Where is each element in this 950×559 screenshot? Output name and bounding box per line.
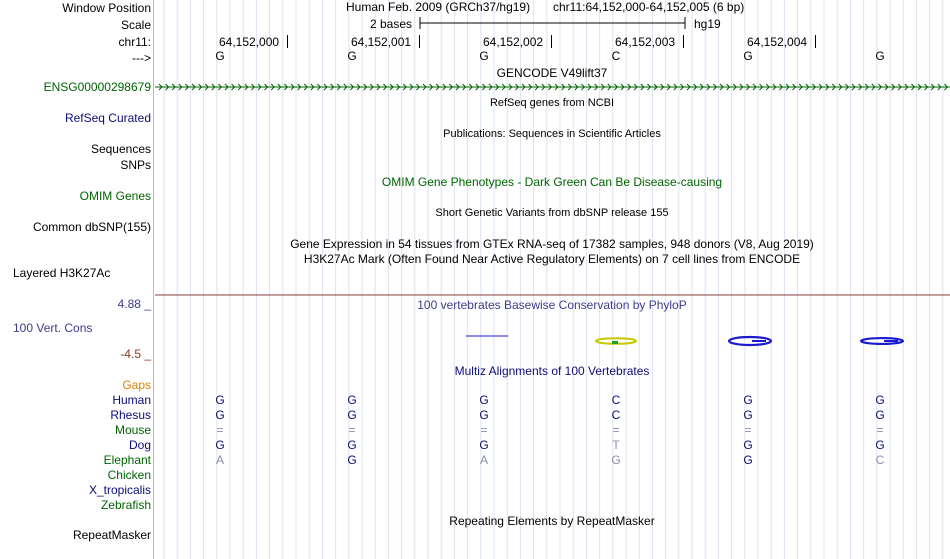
alignment-base: G — [215, 393, 225, 407]
repeatmasker-track-title: Repeating Elements by RepeatMasker — [449, 514, 655, 528]
species-label[interactable]: Dog — [128, 438, 151, 452]
alignment-base: G — [611, 453, 621, 467]
ruler-base: G — [743, 49, 753, 63]
species-label[interactable]: Chicken — [107, 468, 151, 482]
alignment-base: G — [743, 408, 753, 422]
alignment-base: T — [612, 438, 620, 452]
phylop-max-label: 4.88 _ — [117, 297, 151, 311]
species-label[interactable]: Zebrafish — [100, 498, 151, 512]
alignment-base: A — [215, 453, 224, 467]
chrom-label[interactable]: chr11: — [118, 35, 151, 49]
track-data-pane[interactable] — [155, 0, 950, 559]
phylop-letter — [861, 338, 903, 344]
h3k27ac-track-title: H3K27Ac Mark (Often Found Near Active Regulatory Elements) on 7 cell lines from ENCODE — [303, 252, 801, 266]
window-position-label[interactable]: Window Position — [62, 1, 151, 15]
ruler-base: G — [875, 49, 885, 63]
snps-track-label[interactable]: SNPs — [120, 158, 151, 172]
ruler-position-label: 64,152,004 — [747, 35, 808, 49]
omim-track-label[interactable]: OMIM Genes — [79, 189, 151, 203]
scale-label[interactable]: Scale — [120, 18, 151, 32]
ruler-position-label: 64,152,002 — [483, 35, 544, 49]
phylop-track-title: 100 vertebrates Basewise Conservation by PhyloP — [417, 298, 687, 312]
refseq-track-label[interactable]: RefSeq Curated — [64, 111, 151, 125]
alignment-base: G — [479, 408, 489, 422]
alignment-base: = — [216, 423, 224, 437]
scale-db-text: hg19 — [694, 17, 721, 31]
phylop-letter — [729, 337, 771, 345]
ruler-base: G — [479, 49, 489, 63]
publications-track-title: Publications: Sequences in Scientific Articles — [443, 128, 661, 140]
alignment-base: C — [611, 408, 621, 422]
dbsnp-track-title: Short Genetic Variants from dbSNP release 155 — [435, 207, 669, 219]
alignment-base: G — [347, 438, 357, 452]
gencode-track-title: GENCODE V49lift37 — [496, 66, 608, 80]
ruler-position-label: 64,152,001 — [351, 35, 412, 49]
phylop-letter — [596, 338, 636, 344]
alignment-base: G — [875, 408, 885, 422]
gaps-label[interactable]: Gaps — [122, 378, 151, 392]
ruler-base: G — [347, 49, 357, 63]
phylop-min-label: -4.5 _ — [120, 347, 151, 361]
alignment-base: G — [743, 438, 753, 452]
alignment-base: G — [479, 438, 489, 452]
alignment-base: G — [215, 438, 225, 452]
alignment-base: A — [479, 453, 488, 467]
strand-arrow-label[interactable]: ---> — [132, 51, 151, 65]
omim-track-title: OMIM Gene Phenotypes - Dark Green Can Be Disease-causing — [381, 175, 723, 189]
alignment-base: = — [480, 423, 488, 437]
alignment-base: = — [612, 423, 620, 437]
alignment-base: C — [611, 393, 621, 407]
sequences-track-label[interactable]: Sequences — [90, 142, 151, 156]
species-label[interactable]: Human — [112, 393, 151, 407]
species-label[interactable]: Mouse — [114, 423, 151, 437]
track-label-sidebar — [0, 0, 154, 559]
repeatmasker-track-label[interactable]: RepeatMasker — [72, 528, 151, 542]
gencode-item-label[interactable]: ENSG00000298679 — [43, 80, 151, 94]
alignment-base: G — [479, 393, 489, 407]
alignment-base: G — [875, 393, 885, 407]
dbsnp-track-label[interactable]: Common dbSNP(155) — [32, 220, 151, 234]
gtex-track-title: Gene Expression in 54 tissues from GTEx RNA-seq of 17382 samples, 948 donors (V8, Aug 2019) — [290, 237, 814, 251]
ruler-position-label: 64,152,003 — [615, 35, 676, 49]
scale-bar-text: 2 bases — [370, 17, 413, 31]
assembly-text: Human Feb. 2009 (GRCh37/hg19) — [346, 0, 531, 14]
alignment-base: G — [347, 408, 357, 422]
alignment-base: C — [875, 453, 885, 467]
alignment-base: G — [875, 438, 885, 452]
alignment-base: G — [743, 393, 753, 407]
alignment-base: = — [348, 423, 356, 437]
multiz-track-title: Multiz Alignments of 100 Vertebrates — [454, 364, 650, 378]
alignment-base: = — [876, 423, 884, 437]
ruler-base: G — [215, 49, 225, 63]
position-text: chr11:64,152,000-64,152,005 (6 bp) — [553, 0, 745, 14]
phylop-track-label[interactable]: 100 Vert. Cons — [13, 321, 93, 335]
species-label[interactable]: X_tropicalis — [88, 483, 151, 497]
alignment-base: G — [743, 453, 753, 467]
refseq-track-title: RefSeq genes from NCBI — [489, 97, 615, 109]
ruler-base: C — [611, 49, 621, 63]
species-label[interactable]: Elephant — [103, 453, 151, 467]
species-label[interactable]: Rhesus — [110, 408, 151, 422]
alignment-base: G — [215, 408, 225, 422]
h3k27ac-track-label[interactable]: Layered H3K27Ac — [13, 266, 111, 280]
ruler-position-label: 64,152,000 — [219, 35, 280, 49]
alignment-base: = — [744, 423, 752, 437]
alignment-base: G — [347, 393, 357, 407]
alignment-base: G — [347, 453, 357, 467]
phylop-logo — [155, 0, 950, 559]
